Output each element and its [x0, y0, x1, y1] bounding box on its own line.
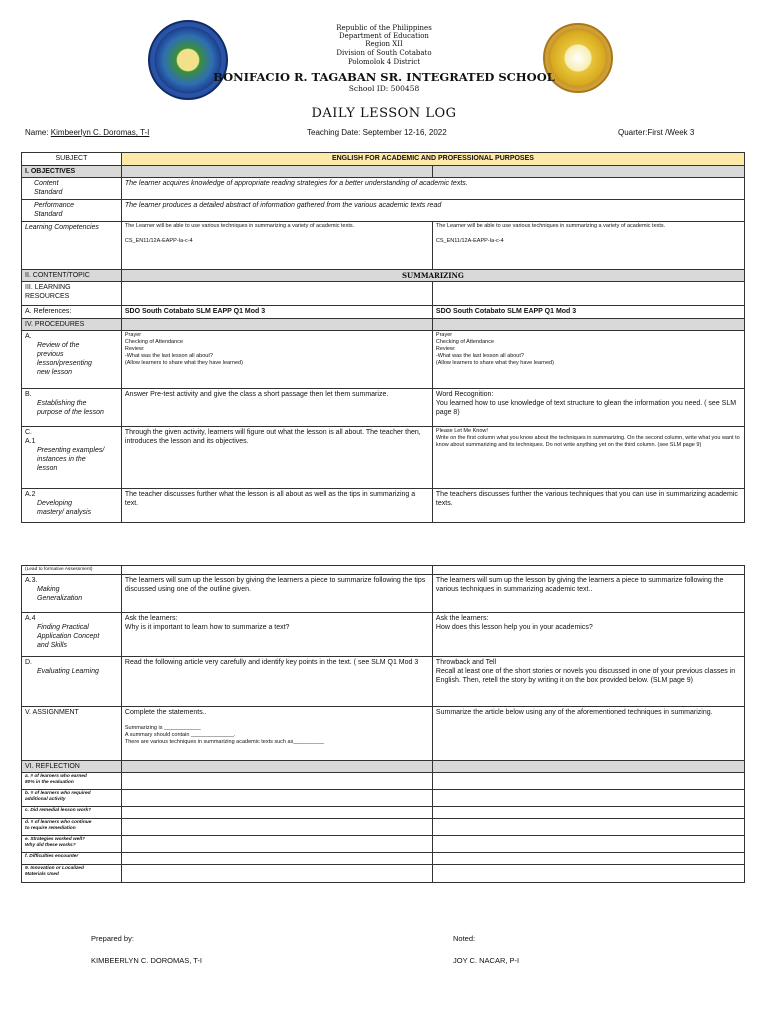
references-label: A. References: — [22, 306, 122, 319]
content-standard-label: Content Standard — [22, 178, 122, 200]
procedures-empty — [121, 319, 432, 331]
step-b-col1: Answer Pre-test activity and give the class a short passage then let them summarize. — [121, 389, 432, 427]
objectives-empty — [121, 166, 432, 178]
performance-standard-label: Performance Standard — [22, 200, 122, 222]
header — [0, 0, 768, 100]
step-c-title: Presenting examples/ instances in the lesson — [37, 447, 105, 472]
reflection-label: VI. REFLECTION — [22, 761, 122, 773]
step-a2-col1: The teacher discusses further what the lesson is all about as well as the tips in summarizing a text. — [121, 489, 432, 523]
reflection-cell — [432, 819, 744, 836]
prepared-by-name: KIMBEERLYN C. DOROMAS, T-I — [91, 956, 202, 965]
step-a4-num: A.4 — [25, 615, 36, 622]
subject-value: ENGLISH FOR ACADEMIC AND PROFESSIONAL PURPOSES — [121, 153, 744, 166]
school-name: BONIFACIO R. TAGABAN SR. INTEGRATED SCHOOL — [213, 70, 555, 84]
reflection-empty — [432, 761, 744, 773]
prepared-by-label: Prepared by: — [91, 934, 134, 943]
content-standard-text: The learner acquires knowledge of appropriate reading strategies for a better understanding of academic texts. — [121, 178, 744, 200]
header-line: Region XII — [365, 40, 403, 48]
step-a3-col1: The learners will sum up the lesson by giving the learners a piece to summarize following the tips discussed using one of the outline given. — [121, 575, 432, 613]
assignment-label: V. ASSIGNMENT — [22, 707, 122, 761]
reflection-item-f: f. Difficulties encounter — [22, 853, 122, 865]
reflection-cell — [432, 773, 744, 790]
step-a4-title: Finding Practical Application Concept and Skills — [37, 624, 100, 649]
performance-standard-text: The learner produces a detailed abstract of information gathered from the various academic texts read — [121, 200, 744, 222]
assignment-statement: There are various techniques in summarizing academic texts such as__________ — [124, 739, 324, 745]
name-label: Name: — [25, 128, 49, 137]
assignment-statement: Summarizing is ____________ — [124, 725, 201, 731]
competencies-code: CS_EN11/12A-EAPP-Ia-c-4 — [124, 238, 193, 244]
quarter-label: Quarter: — [618, 128, 648, 137]
competencies-text: The Learner will be able to use various techniques in summarizing a variety of academic texts. — [124, 223, 355, 229]
step-a4-col1: Ask the learners: Why is it important to learn how to summarize a text? — [121, 613, 432, 657]
step-a2-title: Developing mastery/ analysis — [37, 500, 92, 516]
reflection-cell — [432, 790, 744, 807]
page-title: DAILY LESSON LOG — [311, 106, 457, 121]
assignment-col2: Summarize the article below using any of the aforementioned techniques in summarizing. — [432, 707, 744, 761]
competencies-col1 — [121, 222, 432, 270]
step-c-label — [22, 427, 122, 489]
step-d-num: D. — [25, 659, 32, 666]
competencies-text: The Learner will be able to use various techniques in summarizing a variety of academic texts. — [435, 223, 666, 229]
reflection-cell — [121, 819, 432, 836]
reflection-item-d: d. # of learners who continue to require remediation — [22, 819, 122, 836]
step-a3-label — [22, 575, 122, 613]
school-id: School ID: 500458 — [348, 84, 420, 93]
header-line: Division of South Cotabato — [336, 49, 432, 57]
learning-resources-empty — [432, 282, 744, 306]
teaching-date — [307, 128, 447, 137]
step-a3-title: Making Generalization — [37, 586, 83, 602]
step-a2-col2: The teachers discusses further the various techniques that you can use in summarizing academic texts. — [432, 489, 744, 523]
procedures-empty — [432, 319, 744, 331]
reflection-cell — [121, 865, 432, 883]
step-a4-col2: Ask the learners: How does this lesson help you in your academics? — [432, 613, 744, 657]
step-a4-label — [22, 613, 122, 657]
content-topic-label: II. CONTENT/TOPIC — [22, 270, 122, 282]
date-label: Teaching Date: — [307, 128, 361, 137]
references-col1: SDO South Cotabato SLM EAPP Q1 Mod 3 — [121, 306, 432, 319]
reflection-item-c: c. Did remedial lesson work? — [22, 807, 122, 819]
step-a-col1: Prayer Checking of Attendance Review: -What was the last lesson all about? (Allow learners to share what they have learned) — [121, 331, 432, 389]
step-a3-num: A.3. — [25, 577, 38, 584]
learning-resources-empty — [121, 282, 432, 306]
header-line: Republic of the Philippines — [336, 24, 432, 32]
reflection-cell — [121, 773, 432, 790]
step-a-title: Review of the previous lesson/presenting new lesson — [37, 342, 92, 376]
step-a3-col2: The learners will sum up the lesson by giving the learners a piece to summarize following the various techniques in summarizing academic text.. — [432, 575, 744, 613]
quarter-value: First /Week 3 — [647, 128, 695, 137]
teacher-name — [25, 128, 149, 137]
lesson-table-2 — [21, 565, 745, 883]
step-a2-num: A.2 — [25, 491, 36, 498]
reflection-cell — [121, 853, 432, 865]
reflection-cell — [121, 790, 432, 807]
quarter — [618, 128, 694, 137]
assignment-col1 — [121, 707, 432, 761]
formative-empty — [121, 566, 432, 575]
reflection-cell — [432, 807, 744, 819]
references-col2: SDO South Cotabato SLM EAPP Q1 Mod 3 — [432, 306, 744, 319]
reflection-cell — [432, 836, 744, 853]
reflection-cell — [432, 865, 744, 883]
step-c-num: C. A.1 — [25, 429, 36, 445]
formative-empty — [432, 566, 744, 575]
step-b-title: Establishing the purpose of the lesson — [37, 400, 104, 416]
reflection-item-a: a. # of learners who earned 80% in the evaluation — [22, 773, 122, 790]
reflection-cell — [121, 807, 432, 819]
step-c-col2 — [432, 427, 744, 489]
competencies-label: Learning Competencies — [22, 222, 122, 270]
step-d-title: Evaluating Learning — [37, 668, 99, 675]
step-b-label — [22, 389, 122, 427]
step-b-num: B. — [25, 391, 32, 398]
noted-label: Noted: — [453, 934, 476, 943]
reflection-item-b: b. # of learners who required additional activity — [22, 790, 122, 807]
reflection-item-g: 9. Innovation or Localized Materials Used — [22, 865, 122, 883]
step-d-col2: Throwback and Tell Recall at least one of the short stories or novels you discussed in one of your previous classes in English. Then, retell the story by writing it on the box provided below. (SLM page 9) — [432, 657, 744, 707]
competencies-col2 — [432, 222, 744, 270]
noted-name: JOY C. NACAR, P-I — [453, 956, 520, 965]
formative-assessment-label: (Lead to formative Assessment) — [22, 566, 122, 575]
name-value: Kimbeerlyn C. Doromas, T-I — [50, 128, 150, 137]
lesson-table-1 — [21, 152, 745, 523]
reflection-cell — [432, 853, 744, 865]
step-a-col2: Prayer Checking of Attendance Review: -What was the last lesson all about? (Allow learners to share what they have learned) — [432, 331, 744, 389]
step-a-num: A. — [25, 333, 32, 340]
step-d-label — [22, 657, 122, 707]
step-a-label — [22, 331, 122, 389]
content-topic-value: SUMMARIZING — [121, 270, 744, 282]
step-c-col2-title: Please Let Me Know! — [435, 428, 488, 434]
objectives-label: I. OBJECTIVES — [22, 166, 122, 178]
assignment-instruction: Complete the statements.. — [124, 709, 207, 716]
reflection-empty — [121, 761, 432, 773]
step-c-col2-text: Write on the first column what you know about the techniques in summarizing. On the second column, write what you want to know about summarizing and its techniques. Do not write anything yet on the third column. (see SLM page 9) — [435, 435, 740, 448]
objectives-empty — [432, 166, 744, 178]
date-value: September 12-16, 2022 — [362, 128, 447, 137]
competencies-code: CS_EN11/12A-EAPP-Ia-c-4 — [435, 238, 504, 244]
header-line: Polomolok 4 District — [347, 58, 421, 66]
subject-label: SUBJECT — [22, 153, 122, 166]
reflection-item-e: e. Strategies worked well? Why did these works? — [22, 836, 122, 853]
learning-resources-label: III. LEARNING RESOURCES — [22, 282, 122, 306]
assignment-statement: A summary should contain ______________. — [124, 732, 236, 738]
procedures-label: IV. PROCEDURES — [22, 319, 122, 331]
step-b-col2: Word Recognition: You learned how to use knowledge of text structure to glean the information you need. ( see SLM page 8) — [432, 389, 744, 427]
header-line: Department of Education — [339, 32, 429, 40]
reflection-cell — [121, 836, 432, 853]
step-a2-label — [22, 489, 122, 523]
step-d-col1: Read the following article very carefully and identify key points in the text. ( see SLM Q1 Mod 3 — [121, 657, 432, 707]
step-c-col1: Through the given activity, learners will figure out what the lesson is all about. The teacher then, introduces the lesson and its objectives. — [121, 427, 432, 489]
